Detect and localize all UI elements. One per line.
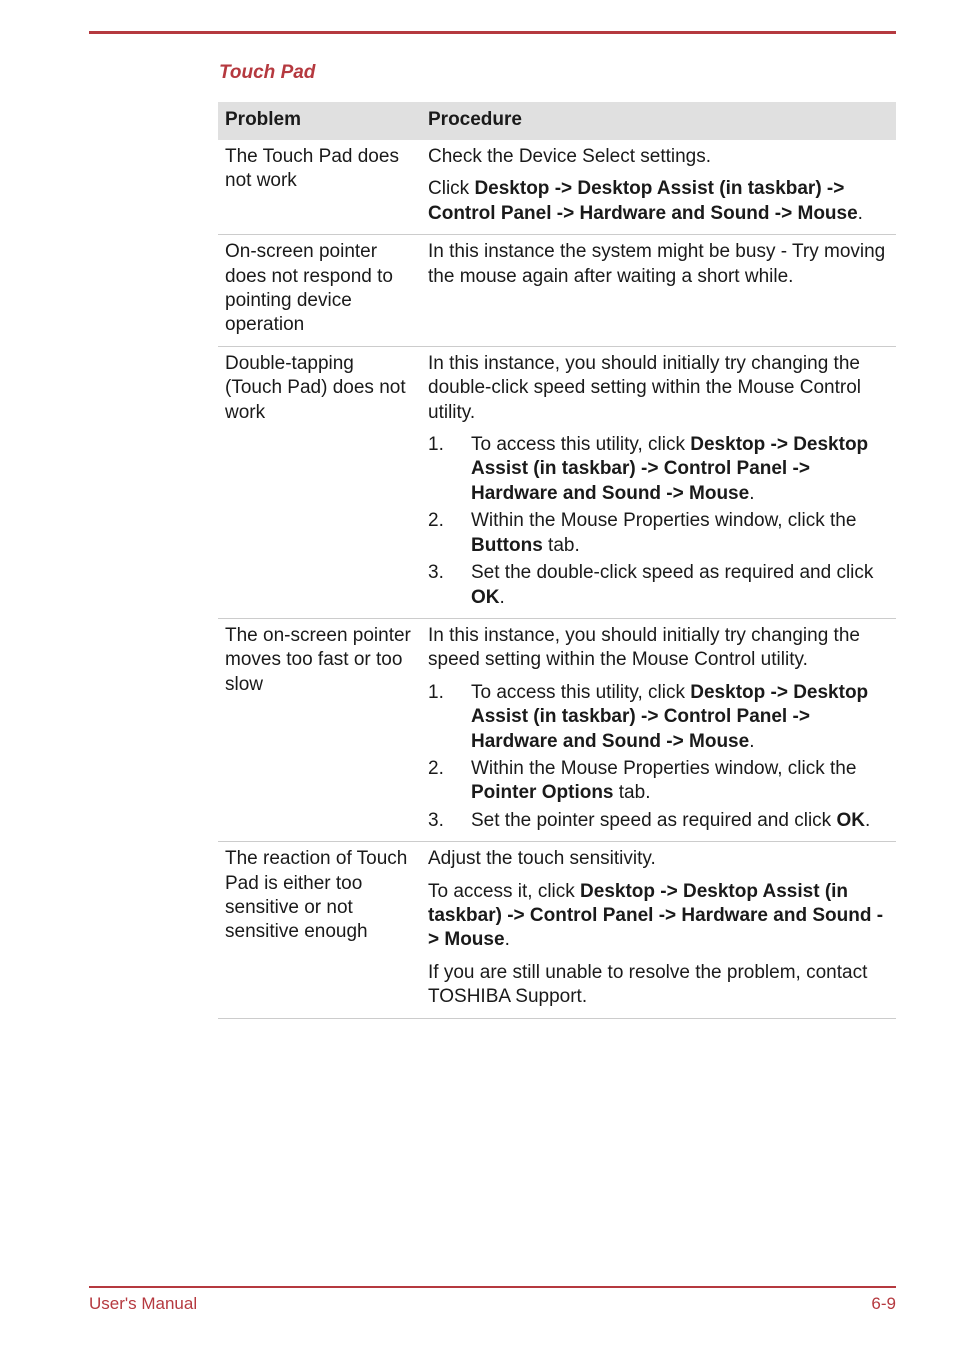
procedure-paragraph (428, 177, 890, 226)
text-run: . (864, 809, 871, 831)
step-number: 3. (428, 809, 444, 831)
step-text (471, 757, 890, 806)
step-number: 2. (428, 757, 444, 779)
table-row (218, 618, 896, 841)
table-row (218, 842, 896, 1018)
table-row (218, 346, 896, 618)
text-run: In this instance, you should initially try changing the double-click speed setting within the Mouse Control utility. (428, 352, 862, 423)
procedure-cell (421, 140, 896, 235)
text-run: . (499, 586, 505, 608)
problem-cell: On-screen pointer does not respond to pointing device operation (218, 235, 421, 347)
procedure-cell (421, 235, 896, 347)
troubleshooting-table (218, 102, 896, 1019)
table-row (218, 235, 896, 347)
bold-text: Buttons (471, 534, 543, 556)
list-item (428, 561, 890, 610)
table-body (218, 140, 896, 1018)
bold-text: Desktop -> Desktop Assist (in taskbar) -> Control Panel -> Hardware and Sound -> Mouse (471, 681, 869, 752)
step-number: 1. (428, 681, 444, 703)
step-text (471, 681, 890, 754)
problem-cell: The on-screen pointer moves too fast or too slow (218, 618, 421, 841)
procedure-cell (421, 618, 896, 841)
table-row (218, 140, 896, 235)
procedure-paragraph (428, 240, 890, 289)
bold-text: Desktop -> Desktop Assist (in taskbar) -> Control Panel -> Hardware and Sound -> Mouse (471, 434, 869, 504)
step-text (471, 809, 890, 833)
text-run: Adjust the touch sensitivity. (428, 848, 656, 870)
text-run: . (749, 482, 755, 504)
bold-text: OK (836, 809, 865, 831)
list-item (428, 681, 890, 754)
procedure-paragraph (428, 961, 890, 1010)
procedure-paragraph (428, 352, 890, 425)
text-run: Set the double-click speed as required and click (471, 562, 874, 584)
text-run: Within the Mouse Properties window, click the (471, 757, 857, 779)
footer-manual-title: User's Manual (89, 1294, 198, 1313)
list-item (428, 433, 890, 506)
text-run: To access this utility, click (471, 434, 691, 456)
list-item (428, 809, 890, 833)
procedure-paragraph (428, 847, 890, 871)
list-item (428, 757, 890, 806)
procedure-paragraph (428, 624, 890, 673)
bold-text: Desktop -> Desktop Assist (in taskbar) -> Control Panel -> Hardware and Sound -> Mouse (428, 178, 858, 224)
text-run: Within the Mouse Properties window, click the (471, 510, 857, 532)
problem-cell: The reaction of Touch Pad is either too sensitive or not sensitive enough (218, 842, 421, 1018)
text-run: To access it, click (428, 880, 581, 902)
text-run: If you are still unable to resolve the problem, contact TOSHIBA Support. (428, 961, 868, 1008)
step-number: 3. (428, 562, 444, 584)
procedure-paragraph (428, 880, 890, 953)
section-title: Touch Pad (219, 62, 316, 83)
step-text (471, 509, 890, 558)
problem-column-header: Problem (218, 102, 421, 140)
text-run: Click (428, 178, 475, 200)
text-run: Set the pointer speed as required and click (471, 809, 837, 831)
table-header-row (218, 102, 896, 140)
bold-text: OK (471, 586, 500, 608)
list-item (428, 509, 890, 558)
procedure-steps (428, 433, 890, 610)
text-run: In this instance, you should initially try changing the speed setting within the Mouse Control utility. (428, 624, 860, 671)
procedure-cell (421, 346, 896, 618)
text-run: In this instance the system might be busy - Try moving the mouse again after waiting a short while. (428, 241, 886, 287)
procedure-paragraph (428, 145, 890, 169)
text-run: . (857, 202, 863, 224)
top-rule (89, 31, 896, 34)
bold-text: Desktop -> Desktop Assist (in taskbar) -> Control Panel -> Hardware and Sound -> Mouse (428, 880, 884, 951)
procedure-steps (428, 681, 890, 833)
text-run: . (749, 730, 755, 752)
procedure-cell (421, 842, 896, 1018)
step-number: 1. (428, 434, 444, 456)
problem-cell: The Touch Pad does not work (218, 140, 421, 235)
bold-text: Pointer Options (471, 782, 614, 804)
bottom-rule (89, 1286, 896, 1288)
text-run: . (504, 929, 510, 951)
procedure-column-header: Procedure (421, 102, 896, 140)
problem-cell: Double-tapping (Touch Pad) does not work (218, 346, 421, 618)
text-run: To access this utility, click (471, 681, 691, 703)
step-text (471, 561, 890, 610)
text-run: tab. (613, 782, 651, 804)
step-text (471, 433, 890, 506)
text-run: tab. (542, 534, 580, 556)
text-run: Check the Device Select settings. (428, 146, 712, 167)
footer-page-number: 6-9 (871, 1294, 896, 1313)
step-number: 2. (428, 510, 444, 532)
